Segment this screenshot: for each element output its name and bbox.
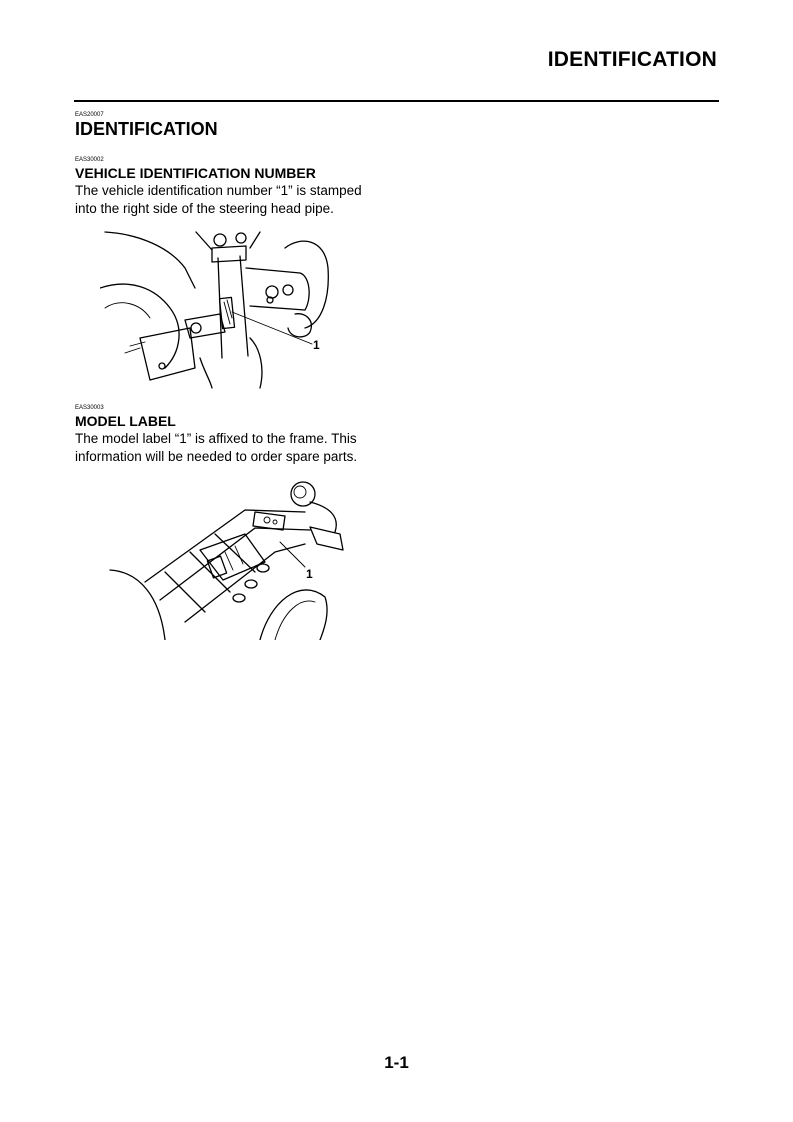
model-label-text-line-2: information will be needed to order spare parts. bbox=[75, 448, 358, 464]
steering-head-illustration bbox=[100, 228, 340, 390]
page-number: 1-1 bbox=[384, 1053, 409, 1072]
vin-callout-number: 1 bbox=[313, 338, 320, 352]
header-rule bbox=[74, 100, 719, 102]
model-label-text-line-1: The model label “1” is affixed to the frame. This bbox=[75, 431, 357, 446]
frame-illustration bbox=[105, 472, 350, 640]
vin-paragraph bbox=[75, 182, 385, 217]
running-header-title: IDENTIFICATION bbox=[547, 48, 717, 71]
model-label-paragraph bbox=[75, 430, 385, 465]
steering-head-drawing bbox=[100, 228, 340, 390]
frame-drawing bbox=[105, 472, 350, 640]
vin-text-line-2: into the right side of the steering head pipe. bbox=[75, 200, 334, 216]
vin-code: EAS30002 bbox=[75, 157, 104, 163]
section-code: EAS20007 bbox=[75, 112, 104, 118]
model-label-callout-number: 1 bbox=[306, 567, 313, 581]
model-label-code: EAS30003 bbox=[75, 405, 104, 411]
vin-title: VEHICLE IDENTIFICATION NUMBER bbox=[75, 165, 316, 181]
vin-text-line-1: The vehicle identification number “1” is stamped bbox=[75, 183, 362, 198]
section-title: IDENTIFICATION bbox=[75, 119, 218, 139]
model-label-title: MODEL LABEL bbox=[75, 413, 176, 429]
